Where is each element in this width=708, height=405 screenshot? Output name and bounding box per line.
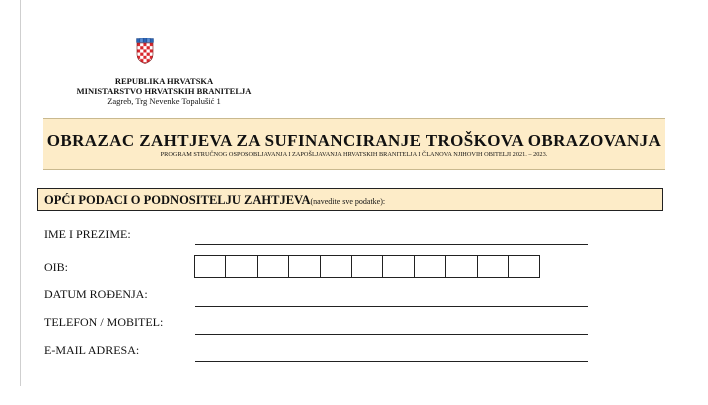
- oib-digit-box[interactable]: [508, 255, 540, 278]
- oib-digit-box[interactable]: [320, 255, 352, 278]
- issuer-ministry: MINISTARSTVO HRVATSKIH BRANITELJA: [76, 86, 252, 96]
- email-field[interactable]: [195, 361, 588, 362]
- date-of-birth-field[interactable]: [195, 306, 588, 307]
- oib-digit-box[interactable]: [477, 255, 509, 278]
- crest-shield: [137, 43, 153, 64]
- date-of-birth-label: DATUM ROĐENJA:: [44, 287, 148, 301]
- page-margin-line: [20, 0, 21, 386]
- oib-digit-boxes: [194, 255, 540, 278]
- issuer-country: REPUBLIKA HRVATSKA: [114, 76, 214, 86]
- section-header-general-data: [37, 188, 663, 211]
- crest-crown: [137, 38, 154, 43]
- oib-digit-box[interactable]: [382, 255, 414, 278]
- email-label: E-MAIL ADRESA:: [44, 343, 140, 357]
- form-subtitle: PROGRAM STRUČNOG OSPOSOBLJAVANJA I ZAPOŠLJAVANJA HRVATSKIH BRANITELJA I ČLANOVA NJIHOVIH OBITELJI 2021. – 2023.: [160, 151, 548, 158]
- section-title: OPĆI PODACI O PODNOSITELJU ZAHTJEVA: [44, 193, 311, 207]
- oib-digit-box[interactable]: [194, 255, 226, 278]
- issuer-address: Zagreb, Trg Nevenke Topalušić 1: [107, 96, 221, 106]
- oib-digit-box[interactable]: [225, 255, 257, 278]
- oib-digit-box[interactable]: [445, 255, 477, 278]
- issuer-block: [36, 76, 292, 106]
- oib-digit-box[interactable]: [288, 255, 320, 278]
- section-note: (navedite sve podatke):: [310, 197, 386, 206]
- phone-label: TELEFON / MOBITEL:: [44, 315, 164, 329]
- oib-label: OIB:: [44, 260, 68, 274]
- full-name-label: IME I PREZIME:: [44, 227, 131, 241]
- form-title: OBRAZAC ZAHTJEVA ZA SUFINANCIRANJE TROŠKOVA OBRAZOVANJA: [46, 131, 662, 150]
- phone-field[interactable]: [195, 334, 588, 335]
- oib-digit-box[interactable]: [257, 255, 289, 278]
- oib-digit-box[interactable]: [414, 255, 446, 278]
- croatian-coat-of-arms-icon: [136, 38, 154, 64]
- full-name-field[interactable]: [195, 244, 588, 245]
- oib-digit-box[interactable]: [351, 255, 383, 278]
- form-title-box: [43, 118, 665, 170]
